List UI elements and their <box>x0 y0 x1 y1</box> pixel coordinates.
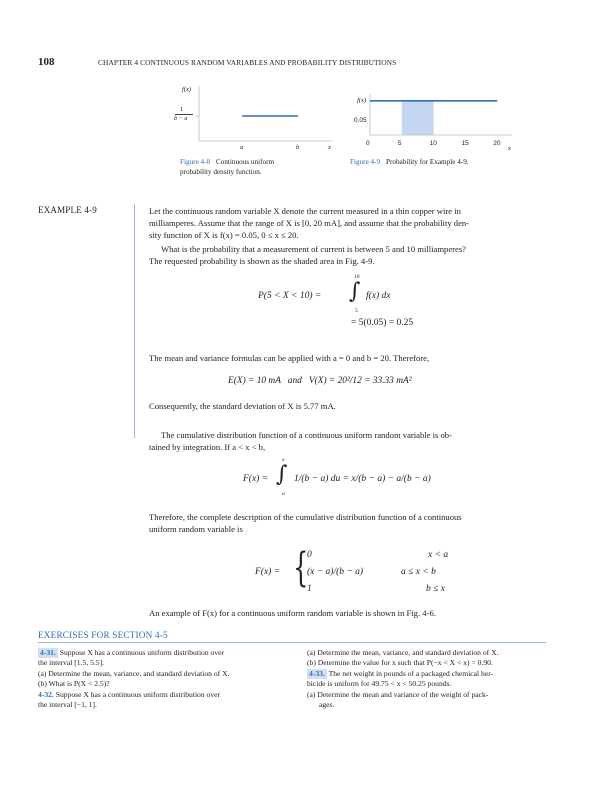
fig49-x-tick-4: 20 <box>493 140 501 147</box>
piecewise-case-0-cond: x < a <box>428 550 449 560</box>
example-para2 <box>149 243 545 267</box>
fig49-x-tick-1: 5 <box>397 140 402 147</box>
ex-4-31-line1: Suppose X has a continuous uniform distribution over <box>59 648 225 657</box>
eq1-upper-limit: 10 <box>354 274 360 280</box>
ex-right-b: (b) Determine the value for x such that P(−x < X < x) = 0.90. <box>307 658 493 668</box>
fig48-y-label: f(x) <box>182 86 192 93</box>
ex-4-33-number: 4-33. <box>309 668 325 678</box>
ex-4-31-a: (a) Determine the mean, variance, and standard deviation of X. <box>38 668 230 678</box>
piecewise-case-1-expr: (x − a)/(b − a) <box>307 567 364 577</box>
ex-right-a: (a) Determine the mean, variance, and standard deviation of X. <box>307 648 499 657</box>
figure-4-8 <box>170 82 340 182</box>
fig49-y-label: f(x) <box>357 97 367 104</box>
cdf-para2-line1: Therefore, the complete description of the cumulative distribution function of a continuous <box>149 512 462 522</box>
exercises-heading-rule <box>38 642 546 643</box>
example-para4: Consequently, the standard deviation of X is 5.77 mA. <box>149 401 336 411</box>
cdf-eq-lower: a <box>282 491 285 497</box>
fig48-x-tick-b: b <box>296 144 300 151</box>
piecewise-case-0-expr: 0 <box>307 550 312 560</box>
piecewise-case-2-expr: 1 <box>307 584 312 594</box>
example-para1 <box>149 205 545 241</box>
cdf-para1-line2: tained by integration. If a < x < b, <box>149 442 266 452</box>
ex-4-33-line2: bicide is uniform for 49.75 < x < 50.25 pounds. <box>307 679 452 689</box>
piecewise-brace: { <box>293 545 309 591</box>
piecewise-case-2-cond: b ≤ x <box>426 584 445 594</box>
example-para1-line3: sity function of X is f(x) = 0.05, 0 ≤ x ≤ 20. <box>149 230 299 240</box>
fig49-x-axis-label: x <box>508 145 511 152</box>
cdf-para2 <box>149 511 545 535</box>
ex-4-32-line2: the interval [−1, 1]. <box>38 700 97 710</box>
exercises-right-column <box>307 648 547 710</box>
fig48-y-tick-bottom: b − a <box>174 115 188 122</box>
ex-4-31-line2: the interval [1.5, 5.5]. <box>38 658 105 668</box>
exercises-left-column <box>38 648 288 710</box>
eq2: E(X) = 10 mA and V(X) = 20²/12 = 33.33 mA² <box>228 376 412 386</box>
chapter-title: CHAPTER 4 CONTINUOUS RANDOM VARIABLES AND PROBABILITY DISTRIBUTIONS <box>98 58 397 67</box>
fig48-x-axis-label: x <box>328 144 331 151</box>
piecewise-lhs: F(x) = <box>255 567 281 577</box>
fig49-y-tick: 0.05 <box>354 117 367 124</box>
example-sidebar-rule <box>134 204 135 438</box>
fig49-x-tick-2: 10 <box>429 140 437 147</box>
fig48-y-tick-top: 1 <box>180 106 184 113</box>
ex-4-31-b: (b) What is P(X < 2.5)? <box>38 679 110 689</box>
fig48-caption-text2: probability density function. <box>180 168 262 176</box>
fig49-x-tick-0: 0 <box>366 140 370 147</box>
example-para1-line1: Let the continuous random variable X denote the current measured in a thin copper wire in <box>149 206 461 216</box>
page-number: 108 <box>38 56 55 68</box>
cdf-eq-lhs: F(x) = <box>243 474 269 484</box>
figure-4-9-chart <box>340 90 540 150</box>
eq1-lhs: P(5 < X < 10) = <box>258 291 322 301</box>
ex-4-32-number: 4-32. <box>38 689 54 699</box>
fig48-caption-text: Continuous uniform <box>215 158 275 166</box>
cdf-para2-line2: uniform random variable is <box>149 524 243 534</box>
fig49-caption-text: Probability for Example 4-9. <box>385 158 469 166</box>
ex-4-33-a2: ages. <box>319 700 335 710</box>
fig49-shaded-area <box>402 101 434 135</box>
cdf-integral-sign: ∫ <box>276 462 288 487</box>
fig49-x-tick-3: 15 <box>461 140 469 147</box>
eq1-lower-limit: 5 <box>355 308 358 314</box>
ex-4-33-line1: The net weight in pounds of a packaged chemical her- <box>328 668 494 678</box>
ex-4-32-line1: Suppose X has a continuous uniform distribution over <box>55 689 221 699</box>
example-para2-line1: What is the probability that a measurement of current is between 5 and 10 milliamperes? <box>161 244 466 254</box>
exercises-heading: EXERCISES FOR SECTION 4-5 <box>38 630 168 640</box>
fig48-caption-label: Figure 4-8 <box>180 158 211 166</box>
eq1-result: = 5(0.05) = 0.25 <box>351 318 414 328</box>
cdf-eq-rhs: 1/(b − a) du = x/(b − a) − a/(b − a) <box>294 474 431 484</box>
cdf-para3: An example of F(x) for a continuous uniform random variable is shown in Fig. 4-6. <box>149 608 436 618</box>
cdf-para1-line1: The cumulative distribution function of a continuous uniform random variable is ob- <box>161 430 452 440</box>
example-para2-line2: The requested probability is shown as the shaded area in Fig. 4-9. <box>149 256 375 266</box>
figure-4-9 <box>340 90 540 180</box>
eq1-integral-sign: ∫ <box>349 279 361 304</box>
example-para1-line2: milliamperes. Assume that the range of X is [0, 20 mA], and assume that the probability den- <box>149 218 470 228</box>
cdf-eq-upper: x <box>282 457 285 463</box>
example-para3: The mean and variance formulas can be applied with a = 0 and b = 20. Therefore, <box>149 353 430 363</box>
cdf-para1 <box>149 429 545 453</box>
example-label: EXAMPLE 4-9 <box>38 205 97 215</box>
figure-4-8-plot <box>170 82 340 152</box>
piecewise-case-1-cond: a ≤ x < b <box>401 567 436 577</box>
ex-4-33-a1: (a) Determine the mean and variance of the weight of pack- <box>307 689 489 699</box>
fig49-caption-label: Figure 4-9 <box>350 158 381 166</box>
fig48-x-tick-a: a <box>240 144 244 151</box>
eq1-integrand: f(x) dx <box>366 291 391 301</box>
ex-4-31-number: 4-31. <box>40 648 56 657</box>
